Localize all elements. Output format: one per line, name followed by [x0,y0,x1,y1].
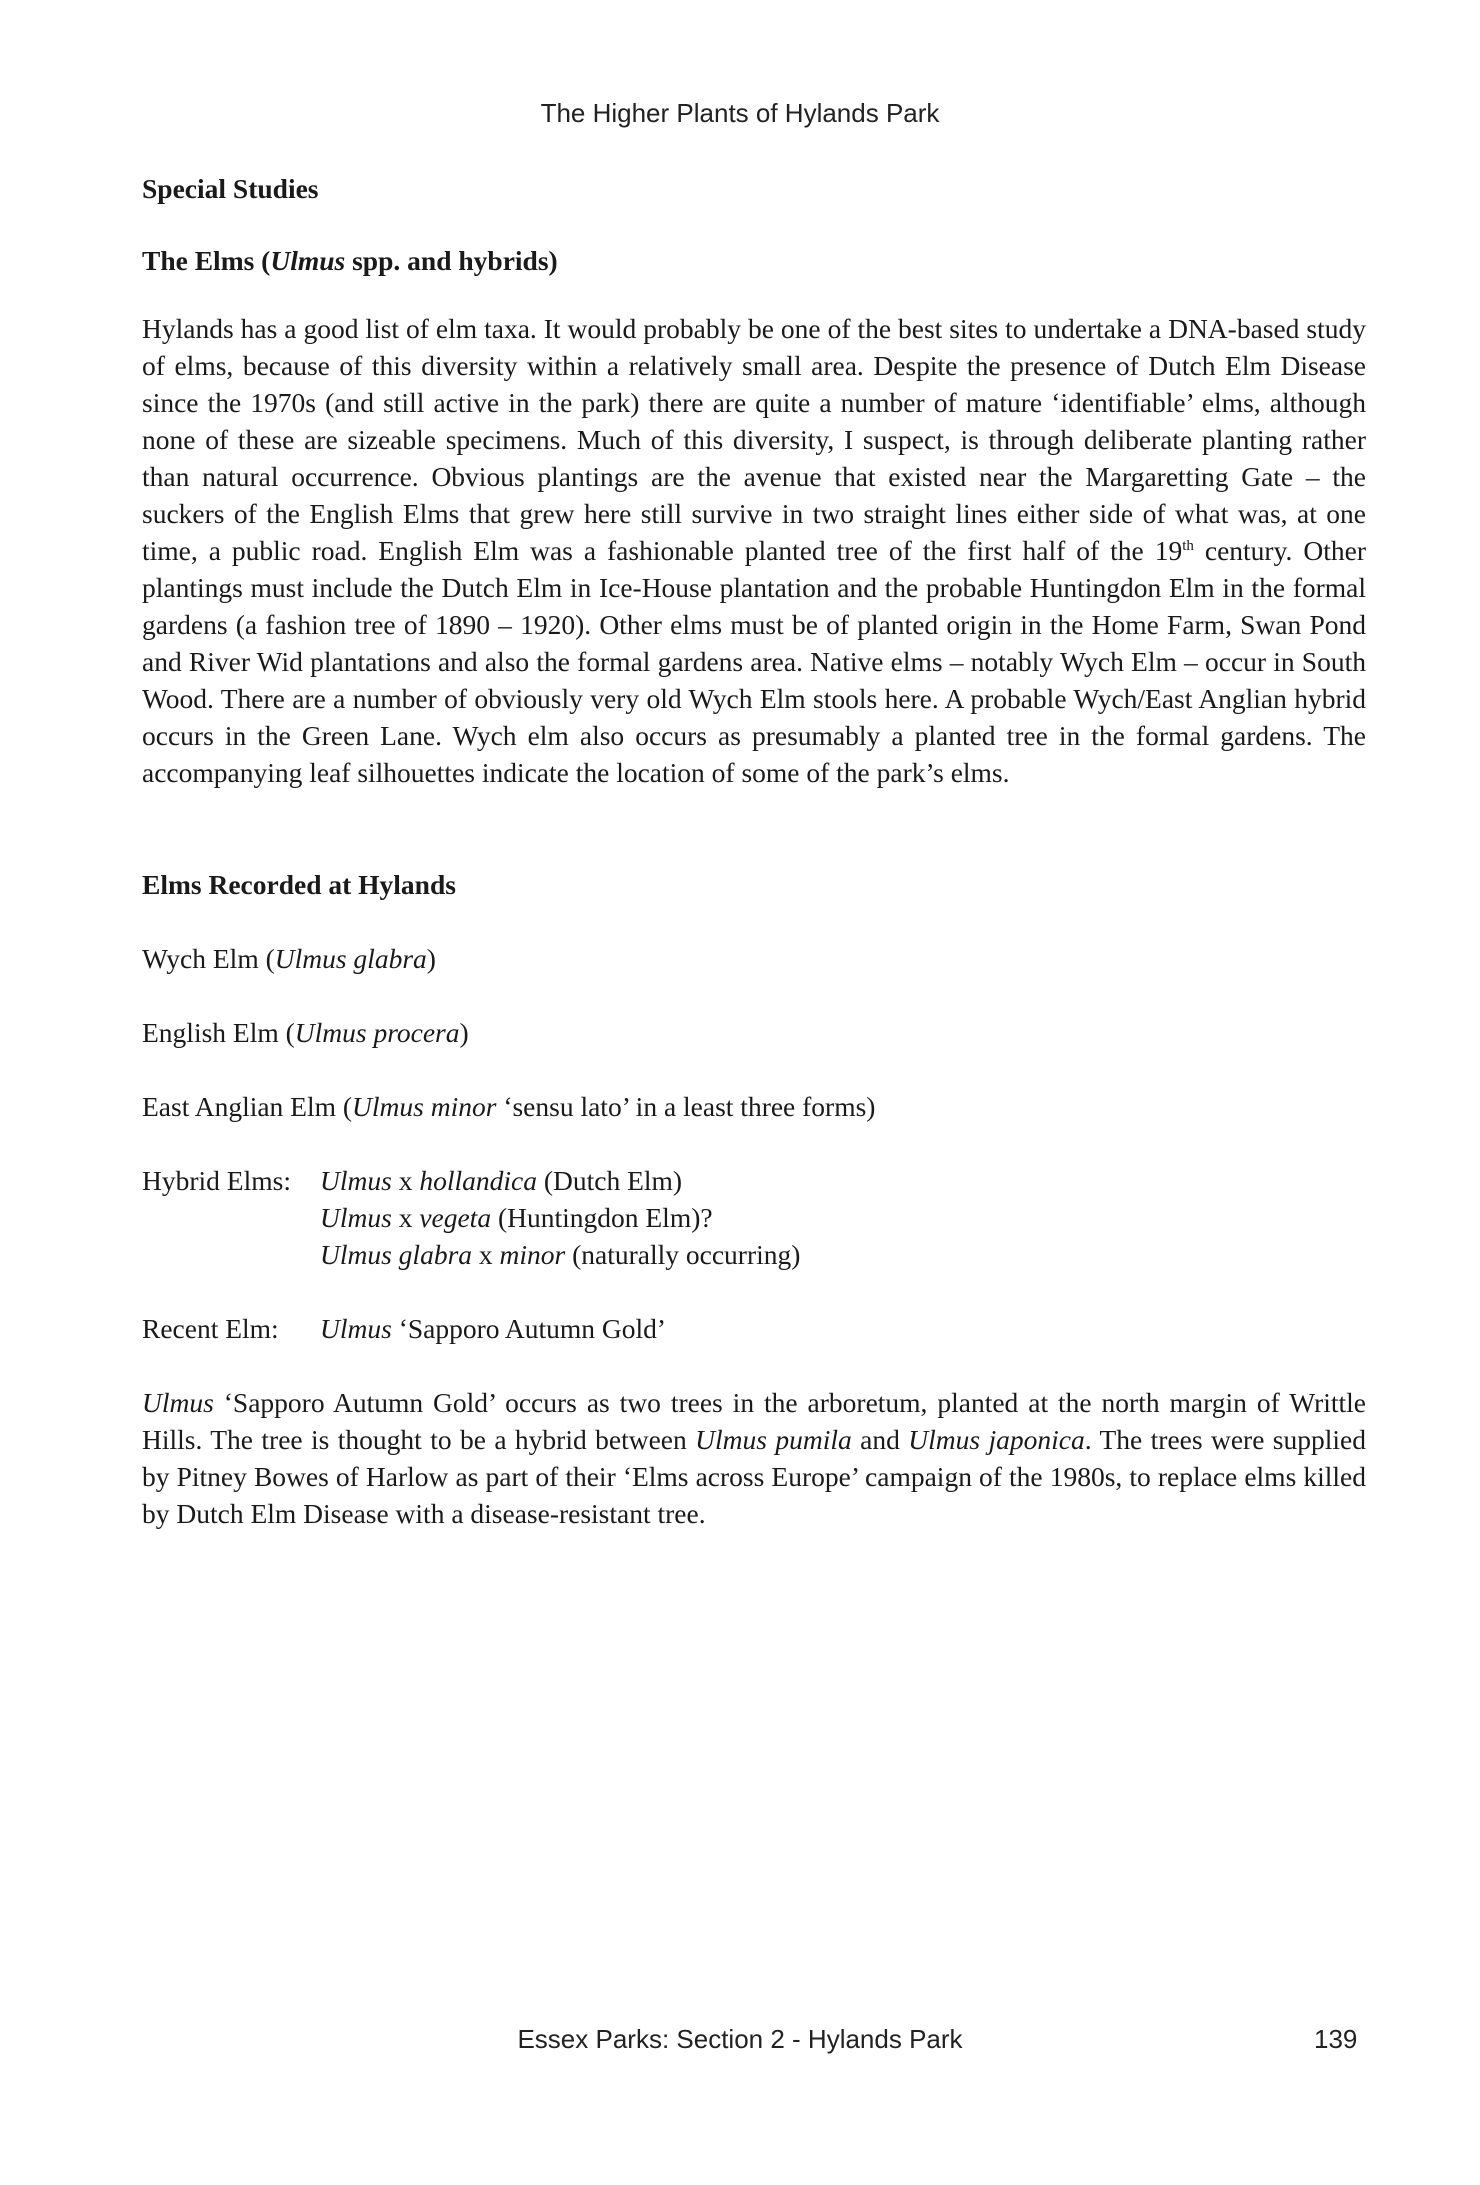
hybrid-label: Hybrid Elms: [142,1165,291,1196]
wych-elm-entry [142,940,1366,977]
recent-genus: Ulmus [320,1313,392,1344]
hybrid-line-natural [320,1236,800,1273]
subtitle-suffix: spp. and hybrids) [345,245,558,276]
east-anglian-elm-entry [142,1088,1366,1125]
subtitle-prefix: The Elms ( [142,245,271,276]
east-anglian-rest: ‘sensu lato’ in a least three forms) [496,1091,876,1122]
hybrid-genus: Ulmus glabra [320,1239,473,1270]
closing-species-2: Ulmus japonica [908,1424,1085,1455]
running-header: The Higher Plants of Hylands Park [540,98,940,128]
hybrid-common: (naturally occurring) [565,1239,801,1270]
subtitle-genus: Ulmus [270,245,346,276]
intro-part2: century. Other plantings must include the Dutch Elm in Ice-House plantation and the probable Huntingdon Elm in the formal gardens (a fashion tree of 1890 – 1920). Other elms must be of planted origin in the Home Farm, Swan Pond and River Wid plantations and also the formal gardens area. Native elms – notably Wych Elm – occur in South Wood. There are a number of obviously very old Wych Elm stools here. A probable Wych/East Anglian hybrid occurs in the Green Lane. Wych elm also occurs as presumably a planted tree in the formal gardens. The accompanying leaf silhouettes indicate the location of some of the park’s elms. [142,535,1366,788]
wych-name: Wych Elm ( [142,943,275,974]
recent-cultivar: ‘Sapporo Autumn Gold’ [391,1313,667,1344]
closing-species-1: Ulmus pumila [695,1424,852,1455]
hybrid-cross: x [391,1165,420,1196]
hybrid-genus: Ulmus [320,1202,392,1233]
english-elm-entry [142,1014,1366,1051]
hybrid-cross: x [391,1202,420,1233]
ordinal-suffix: th [1182,537,1194,554]
recorded-title: Elms Recorded at Hylands [142,869,456,900]
running-footer: Essex Parks: Section 2 - Hylands Park [517,2024,963,2054]
hybrid-cross: x [472,1239,500,1270]
closing-and: and [851,1424,909,1455]
closing-genus: Ulmus [142,1387,214,1418]
hybrid-common: (Dutch Elm) [536,1165,683,1196]
english-close: ) [459,1017,469,1048]
section-title: Special Studies [142,173,319,204]
intro-part1: Hylands has a good list of elm taxa. It would probably be one of the best sites to undertake a DNA-based study of elms, because of this diversity within a relatively small area. Despite the presence of Dutch Elm Disease since the 1970s (and still active in the park) there are quite a number of mature ‘identifiable’ elms, although none of these are sizeable specimens. Much of this diversity, I suspect, is through deliberate planting rather than natural occurrence. Obvious plantings are the avenue that existed near the Margaretting Gate – the suckers of the English Elms that grew here still survive in two straight lines either side of what was, at one time, a public road. English Elm was a fashionable planted tree of the first half of the 19 [142,313,1366,566]
east-anglian-name: East Anglian Elm ( [142,1091,353,1122]
hybrid-list [320,1162,800,1273]
hybrid-species: vegeta [419,1202,492,1233]
hybrid-genus: Ulmus [320,1165,392,1196]
hybrid-elms-entry [142,1162,1366,1273]
page-body [142,170,1366,1532]
hybrid-line-huntingdon [320,1199,800,1236]
wych-latin: Ulmus glabra [274,943,427,974]
east-anglian-latin: Ulmus minor [352,1091,497,1122]
wych-close: ) [426,943,436,974]
recent-label: Recent Elm: [142,1313,279,1344]
hybrid-common: (Huntingdon Elm)? [491,1202,713,1233]
recent-value [320,1310,666,1347]
recent-elm-entry [142,1310,1366,1347]
closing-part1: ‘Sapporo Autumn Gold’ occurs as two trees in the arboretum, planted at the north margin of Writtle Hills. The tree is thought to be a hybrid between [142,1387,1366,1455]
page-number: 139 [1314,2024,1358,2054]
hybrid-line-dutch [320,1162,800,1199]
hybrid-species: hollandica [419,1165,537,1196]
hybrid-species: minor [499,1239,566,1270]
closing-paragraph [142,1384,1366,1532]
english-name: English Elm ( [142,1017,295,1048]
english-latin: Ulmus procera [294,1017,460,1048]
section-subtitle [142,242,1366,279]
closing-part2: . The trees were supplied by Pitney Bowes of Harlow as part of their ‘Elms across Europe’ campaign of the 1980s, to replace elms killed by Dutch Elm Disease with a disease-resistant tree. [142,1424,1366,1529]
intro-paragraph [142,310,1366,791]
